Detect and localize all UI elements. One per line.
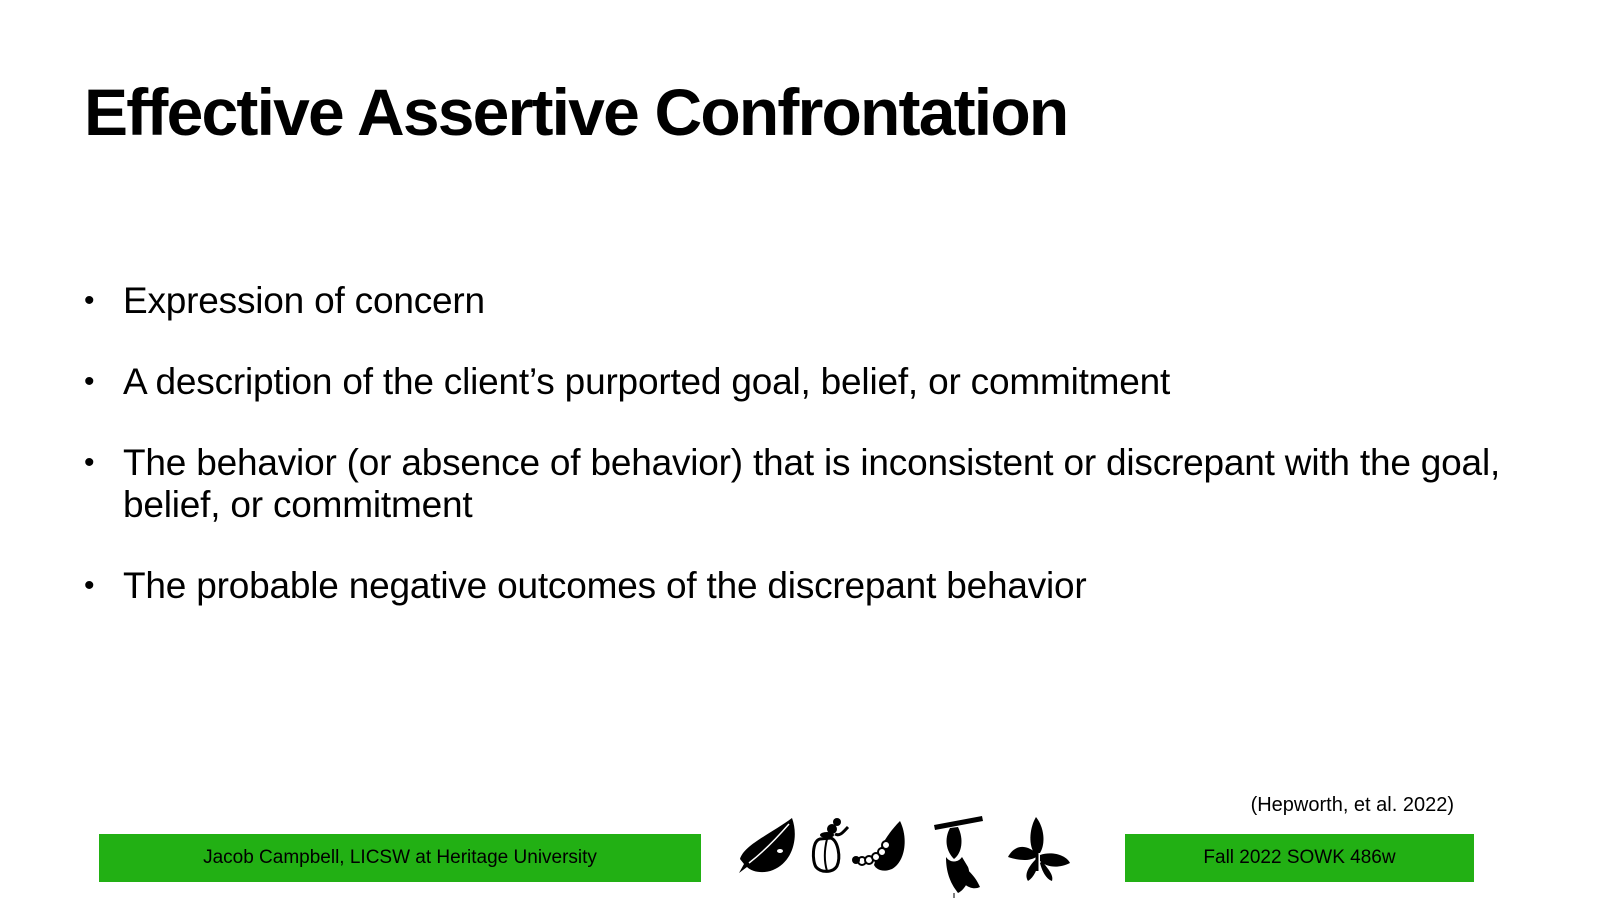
- bullet-dot: •: [84, 284, 95, 317]
- bullet-item: [84, 361, 1504, 403]
- bullet-dot: •: [84, 446, 95, 479]
- bullet-text: Expression of concern: [123, 280, 485, 321]
- leaf-icon: [739, 818, 795, 873]
- bullet-item: [84, 565, 1504, 607]
- bullet-item: [84, 280, 1504, 322]
- footer-course-text: Fall 2022 SOWK 486w: [1203, 847, 1396, 868]
- bullet-dot: •: [84, 569, 95, 602]
- bullet-text: A description of the client’s purported goal, belief, or commitment: [123, 361, 1171, 402]
- bullet-list: [84, 280, 1504, 646]
- egg-icon: [813, 818, 848, 871]
- citation: (Hepworth, et al. 2022): [1250, 794, 1454, 816]
- butterfly-icon: [1008, 817, 1070, 881]
- footer-author-bar: [99, 834, 701, 882]
- footer-course-bar: [1125, 834, 1474, 882]
- bullet-item: [84, 442, 1504, 526]
- bullet-text: The probable negative outcomes of the discrepant behavior: [123, 565, 1087, 606]
- chrysalis-icon: [934, 816, 983, 898]
- footer-author-text: Jacob Campbell, LICSW at Heritage University: [203, 847, 597, 868]
- slide-title: Effective Assertive Confrontation: [84, 75, 1068, 149]
- caterpillar-icon: [852, 821, 905, 871]
- bullet-text: The behavior (or absence of behavior) that is inconsistent or discrepant with the goal, belief, or commitment: [123, 442, 1501, 525]
- bullet-dot: •: [84, 365, 95, 398]
- butterfly-lifecycle-graphic: [736, 815, 1096, 899]
